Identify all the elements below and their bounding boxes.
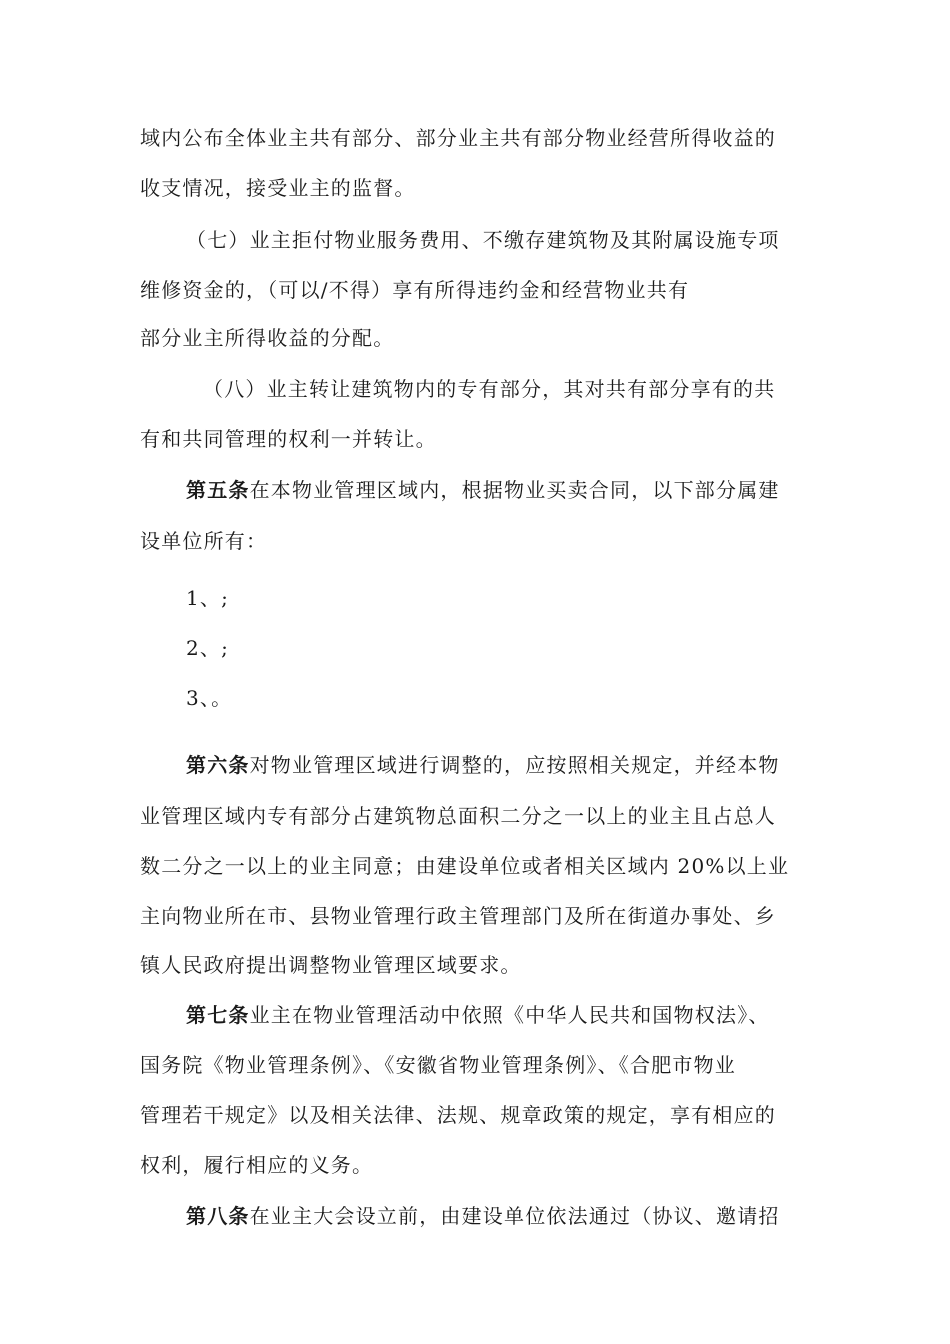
- text-line: （八）业主转让建筑物内的专有部分，其对共有部分享有的共: [203, 377, 776, 401]
- list-item: 1、;: [186, 586, 230, 610]
- article-five-line: 第五条在本物业管理区域内，根据物业买卖合同，以下部分属建: [186, 478, 780, 502]
- text-line: 设单位所有：: [140, 529, 268, 553]
- text-line: 收支情况，接受业主的监督。: [140, 176, 416, 200]
- text-line: 主向物业所在市、县物业管理行政主管理部门及所在街道办事处、乡: [140, 904, 776, 928]
- text-line: 镇人民政府提出调整物业管理区域要求。: [140, 953, 522, 977]
- text-line: 数二分之一以上的业主同意；由建设单位或者相关区域内 20%以上业: [140, 854, 790, 878]
- text-line: 管理若干规定》以及相关法律、法规、规章政策的规定，享有相应的: [140, 1103, 776, 1127]
- list-item: 2、;: [186, 636, 230, 660]
- article-seven-line: 第七条业主在物业管理活动中依照《中华人民共和国物权法》、: [186, 1003, 770, 1027]
- article-label-eight: 第八条: [186, 1204, 250, 1228]
- article-six-line: 第六条对物业管理区域进行调整的，应按照相关规定，并经本物: [186, 753, 780, 777]
- text-line: （七）业主拒付物业服务费用、不缴存建筑物及其附属设施专项: [186, 228, 780, 252]
- list-item: 3、。: [186, 686, 233, 710]
- text-line: 业管理区域内专有部分占建筑物总面积二分之一以上的业主且占总人: [140, 804, 776, 828]
- text-line: 权利，履行相应的义务。: [140, 1153, 374, 1177]
- article-eight-line: 第八条在业主大会设立前，由建设单位依法通过（协议、邀请招: [186, 1204, 780, 1228]
- text-line: 部分业主所得收益的分配。: [140, 326, 395, 350]
- article-label-five: 第五条: [186, 478, 250, 502]
- text-line: 有和共同管理的权利一并转让。: [140, 427, 437, 451]
- text-line: 维修资金的，（可以/不得）享有所得违约金和经营物业共有: [140, 278, 690, 302]
- text-line: 域内公布全体业主共有部分、部分业主共有部分物业经营所得收益的: [140, 126, 776, 150]
- article-label-seven: 第七条: [186, 1003, 250, 1027]
- text-line: 国务院《物业管理条例》、《安徽省物业管理条例》、《合肥市物业: [140, 1053, 736, 1077]
- article-label-six: 第六条: [186, 753, 250, 777]
